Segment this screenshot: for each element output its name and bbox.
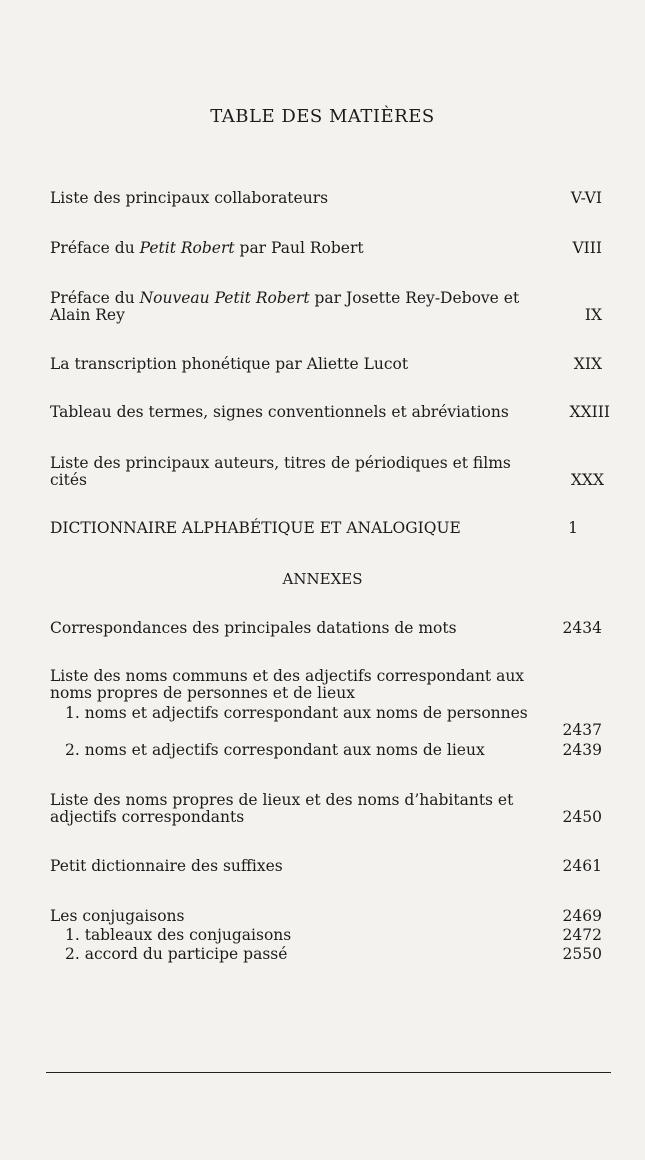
toc-entry-text: Correspondances des principales datations de mots: [50, 619, 457, 637]
toc-entry: [50, 908, 610, 925]
toc-subentry: [65, 946, 610, 963]
toc-entry-page: XIX: [573, 355, 602, 373]
toc-subentry: [65, 742, 610, 759]
toc-entry-text: Liste des noms propres de lieux et des noms d’habitants et adjectifs correspondants: [50, 791, 514, 826]
toc-entry-page: IX: [584, 306, 602, 324]
toc-entry-text: Liste des principaux auteurs, titres de périodiques et films cités: [50, 454, 511, 489]
toc-entry-text: Préface du Nouveau Petit Robert par Josette Rey-Debove et Alain Rey: [50, 289, 520, 324]
toc-entry: [50, 240, 610, 257]
toc-entry-page: V-VI: [570, 189, 602, 207]
toc-entry: [50, 858, 610, 875]
toc-entry: [50, 792, 610, 826]
toc-entry-page: 2469: [562, 907, 602, 925]
toc-entry-page: 2550: [562, 945, 602, 963]
toc-entry-text: Liste des noms communs et des adjectifs correspondant aux noms propres de personnes et de lieux: [50, 667, 525, 702]
page-title: TABLE DES MATIÈRES: [210, 106, 435, 127]
toc-entry-page: XXX: [570, 471, 604, 489]
toc-entry-text: Les conjugaisons: [50, 907, 185, 925]
toc-entry-page: 2437: [562, 721, 602, 739]
toc-entry-text: 2. noms et adjectifs correspondant aux noms de lieux: [65, 741, 485, 759]
toc-entry-text: Liste des principaux collaborateurs: [50, 189, 329, 207]
toc-entry-page: 2439: [562, 741, 602, 759]
toc-entry-text: 1. noms et adjectifs correspondant aux noms de personnes: [65, 704, 528, 722]
toc-subentry: [65, 927, 610, 944]
toc-entry: [50, 620, 610, 637]
toc-entry: [50, 668, 610, 702]
annexes-heading: ANNEXES: [282, 570, 363, 588]
toc-entry-text: 2. accord du participe passé: [65, 945, 288, 963]
toc-entry: [50, 404, 610, 421]
toc-entry-page: VIII: [572, 239, 602, 257]
toc-entry-page: 2472: [562, 926, 602, 944]
toc-entry: [50, 190, 610, 207]
toc-entry: [50, 520, 610, 537]
toc-entry: [50, 455, 610, 489]
toc-entry-text: 1. tableaux des conjugaisons: [65, 926, 292, 944]
toc-entry-page: 2450: [562, 808, 602, 826]
toc-entry: [50, 356, 610, 373]
toc-entry-page: XXIII: [569, 403, 610, 421]
toc-entry-text: Tableau des termes, signes conventionnels et abréviations: [50, 403, 509, 421]
bottom-rule: [46, 1072, 611, 1073]
toc-entry: [50, 290, 610, 324]
toc-entry-text: La transcription phonétique par Aliette Lucot: [50, 355, 409, 373]
toc-entry-text: Petit dictionnaire des suffixes: [50, 857, 283, 875]
toc-entry-text: DICTIONNAIRE ALPHABÉTIQUE ET ANALOGIQUE: [50, 519, 461, 537]
toc-subentry: [65, 704, 610, 739]
toc-entry-page: 1: [568, 519, 578, 537]
toc-entry-page: 2461: [562, 857, 602, 875]
toc-entry-page: 2434: [562, 619, 602, 637]
toc-entry-text: Préface du Petit Robert par Paul Robert: [50, 239, 364, 257]
